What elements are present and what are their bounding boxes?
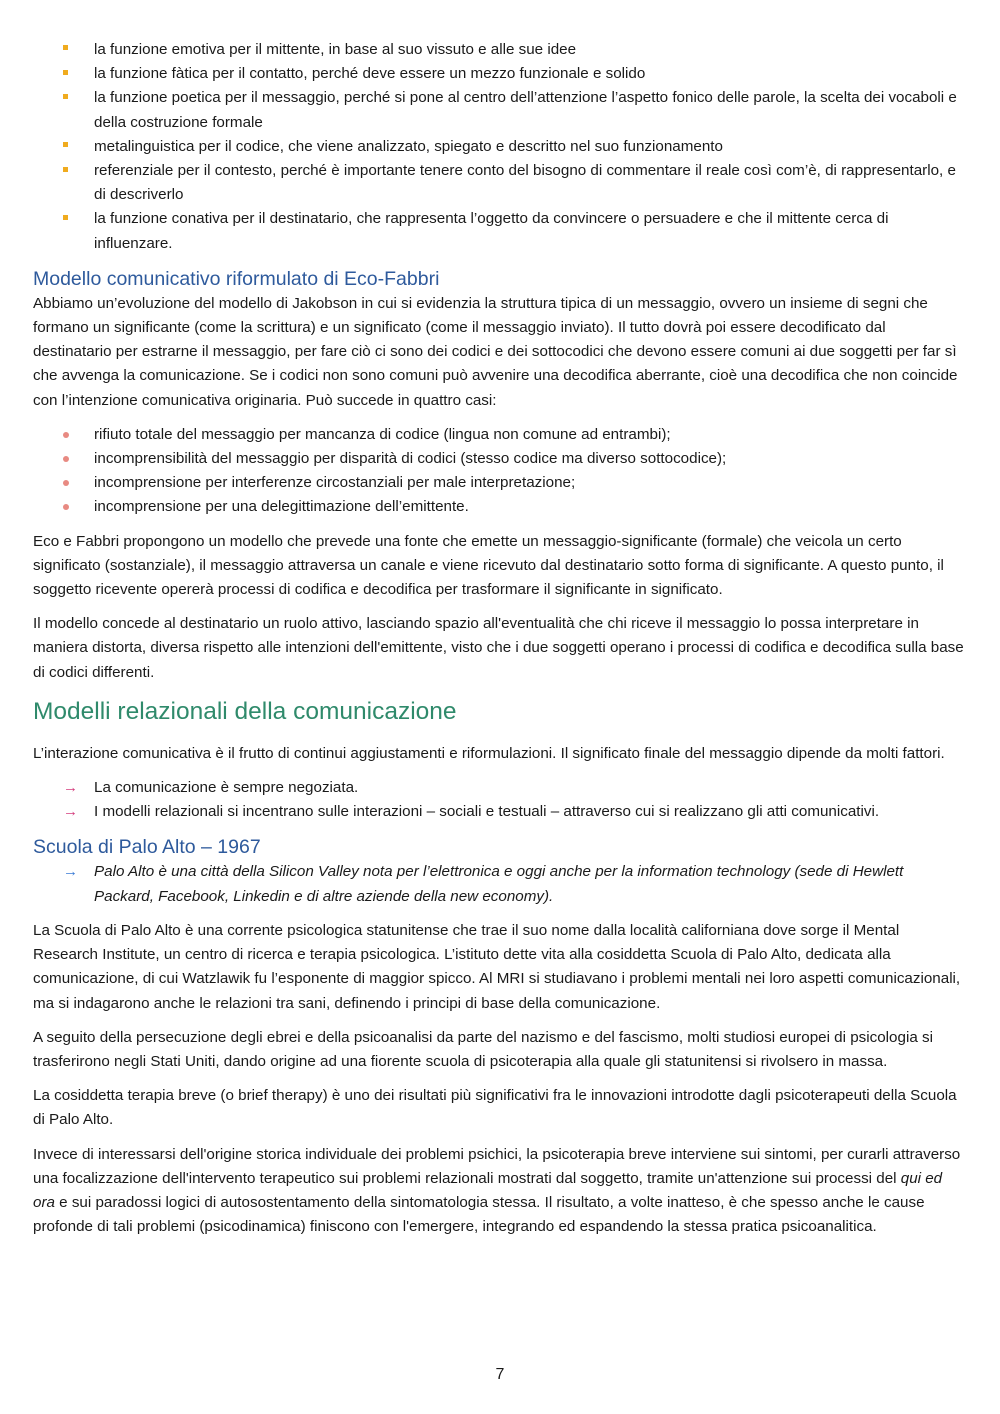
list-item: → Palo Alto è una città della Silicon Valley nota per l’elettronica e oggi anche per la information technology (sede di Hewlett Packard, Facebook, Linkedin e di altre aziende della new economy). <box>33 860 966 908</box>
list-item: incomprensione per una delegittimazione dell’emittente. <box>33 495 966 519</box>
round-bullet-icon <box>63 423 69 447</box>
paragraph: La cosiddetta terapia breve (o brief therapy) è uno dei risultati più significativi fra le innovazioni introdotte dagli psicoterapeuti della Scuola di Palo Alto. <box>33 1087 957 1129</box>
functions-list <box>33 38 966 256</box>
section-heading-relazionali: Modelli relazionali della comunicazione <box>33 697 457 725</box>
paragraph: Abbiamo un’evoluzione del modello di Jakobson in cui si evidenzia la struttura tipica di un messaggio, ovvero un insieme di segni che formano un significante (come la scrittura) e un significato (come il messaggio inviato). Il tutto dovrà poi essere decodificato dal destinatario per estrarne il messaggio, per fare ciò ci sono dei codici e dei sottocodici che devono essere comuni ai due soggetti per far sì che avvenga la comunicazione. Se i codici non sono comuni può avvenire una decodifica aberrante, cioè una decodifica che non coincide con l’intenzione comunicativa originaria. Può succede in quattro casi: <box>33 294 958 409</box>
points-list <box>33 776 966 824</box>
round-bullet-icon <box>63 495 69 519</box>
list-item: referenziale per il contesto, perché è importante tenere conto del bisogno di commentare il reale così com’è, di rappresentarlo, e di descriverlo <box>33 159 966 207</box>
round-bullet-icon <box>63 471 69 495</box>
arrow-right-icon: → <box>63 863 78 881</box>
arrow-right-icon: → <box>63 803 78 821</box>
list-item: la funzione poetica per il messaggio, perché si pone al centro dell’attenzione l’aspetto fonico delle parole, la scelta dei vocaboli e della costruzione formale <box>33 86 966 134</box>
list-item: la funzione fàtica per il contatto, perché deve essere un mezzo funzionale e solido <box>33 62 966 86</box>
paragraph: A seguito della persecuzione degli ebrei e della psicoanalisi da parte del nazismo e del fascismo, molti studiosi europei di psicologia si trasferirono negli Stati Uniti, dando origine ad una fiorente scuola di psicoterapia alla quale gli statunitensi si rivolsero in massa. <box>33 1028 933 1070</box>
paragraph: Il modello concede al destinatario un ruolo attivo, lasciando spazio all'eventualità che chi riceve il messaggio lo possa interpretare in maniera distorta, diversa rispetto alle intenzioni dell'emittente, visto che i due soggetti operano i processi di codifica e decodifica sulla base di codici differenti. <box>33 615 964 681</box>
list-item: la funzione emotiva per il mittente, in base al suo vissuto e alle sue idee <box>33 38 966 62</box>
paragraph: Eco e Fabbri propongono un modello che prevede una fonte che emette un messaggio-significante (formale) che veicola un certo significato (sostanziale), il messaggio attraversa un canale e viene ricevuto dal destinatario sotto forma di significante. A questo punto, il soggetto ricevente opererà processi di codifica e decodifica per trasformare il significante in significato. <box>33 532 944 599</box>
paragraph: L’interazione comunicativa è il frutto di continui aggiustamenti e riformulazioni. Il significato finale del messaggio dipende da molti fattori. <box>33 744 945 762</box>
square-bullet-icon <box>63 62 68 86</box>
paragraph: La Scuola di Palo Alto è una corrente psicologica statunitense che trae il suo nome dalla località californiana dove sorge il Mental Research Institute, un centro di ricerca e terapia psicologica. L’istituto dette vita alla cosiddetta Scuola di Palo Alto, dedicata alla comunicazione, di cui Watzlawik fu l’esponente di maggior spicco. Al MRI si studiavano i problemi mentali nei loro aspetti comunicazionali, ma si indagarono anche le relazioni tra sani, definendo i principi di base della comunicazione. <box>33 921 961 1012</box>
paragraph: Invece di interessarsi dell'origine storica individuale dei problemi psichici, la psicoterapia breve interviene sui sintomi, per curarli attraverso una focalizzazione dell'intervento terapeutico sui problemi relazionali mostrati dal soggetto, tramite un'attenzione sui processi del qui ed ora e sui paradossi logici di autosostentamento della sintomatologia stessa. Il risultato, a volte inatteso, è che spesso anche le cause profonde di tali problemi (psicodinamica) finiscono con l'emergere, integrando ed espandendo la stessa pratica psicoanalitica. <box>33 1145 961 1236</box>
square-bullet-icon <box>63 207 68 231</box>
page-number: 7 <box>495 1366 505 1383</box>
round-bullet-icon <box>63 447 69 471</box>
list-item: metalinguistica per il codice, che viene analizzato, spiegato e descritto nel suo funzionamento <box>33 135 966 159</box>
list-item: rifiuto totale del messaggio per mancanza di codice (lingua non comune ad entrambi); <box>33 423 966 447</box>
note-list <box>33 860 966 908</box>
section-heading-eco-fabbri: Modello comunicativo riformulato di Eco-Fabbri <box>33 267 440 290</box>
cases-list <box>33 423 966 520</box>
list-item: incomprensibilità del messaggio per disparità di codici (stesso codice ma diverso sottocodice); <box>33 447 966 471</box>
section-heading-palo-alto: Scuola di Palo Alto – 1967 <box>33 836 261 859</box>
list-item: → La comunicazione è sempre negoziata. <box>33 776 966 800</box>
list-item: la funzione conativa per il destinatario, che rappresenta l’oggetto da convincere o persuadere e che il mittente cerca di influenzare. <box>33 207 966 255</box>
list-item: incomprensione per interferenze circostanziali per male interpretazione; <box>33 471 966 495</box>
arrow-right-icon: → <box>63 779 78 797</box>
square-bullet-icon <box>63 135 68 159</box>
list-item: → I modelli relazionali si incentrano sulle interazioni – sociali e testuali – attraverso cui si realizzano gli atti comunicativi. <box>33 800 966 824</box>
square-bullet-icon <box>63 86 68 110</box>
square-bullet-icon <box>63 38 68 62</box>
square-bullet-icon <box>63 159 68 183</box>
